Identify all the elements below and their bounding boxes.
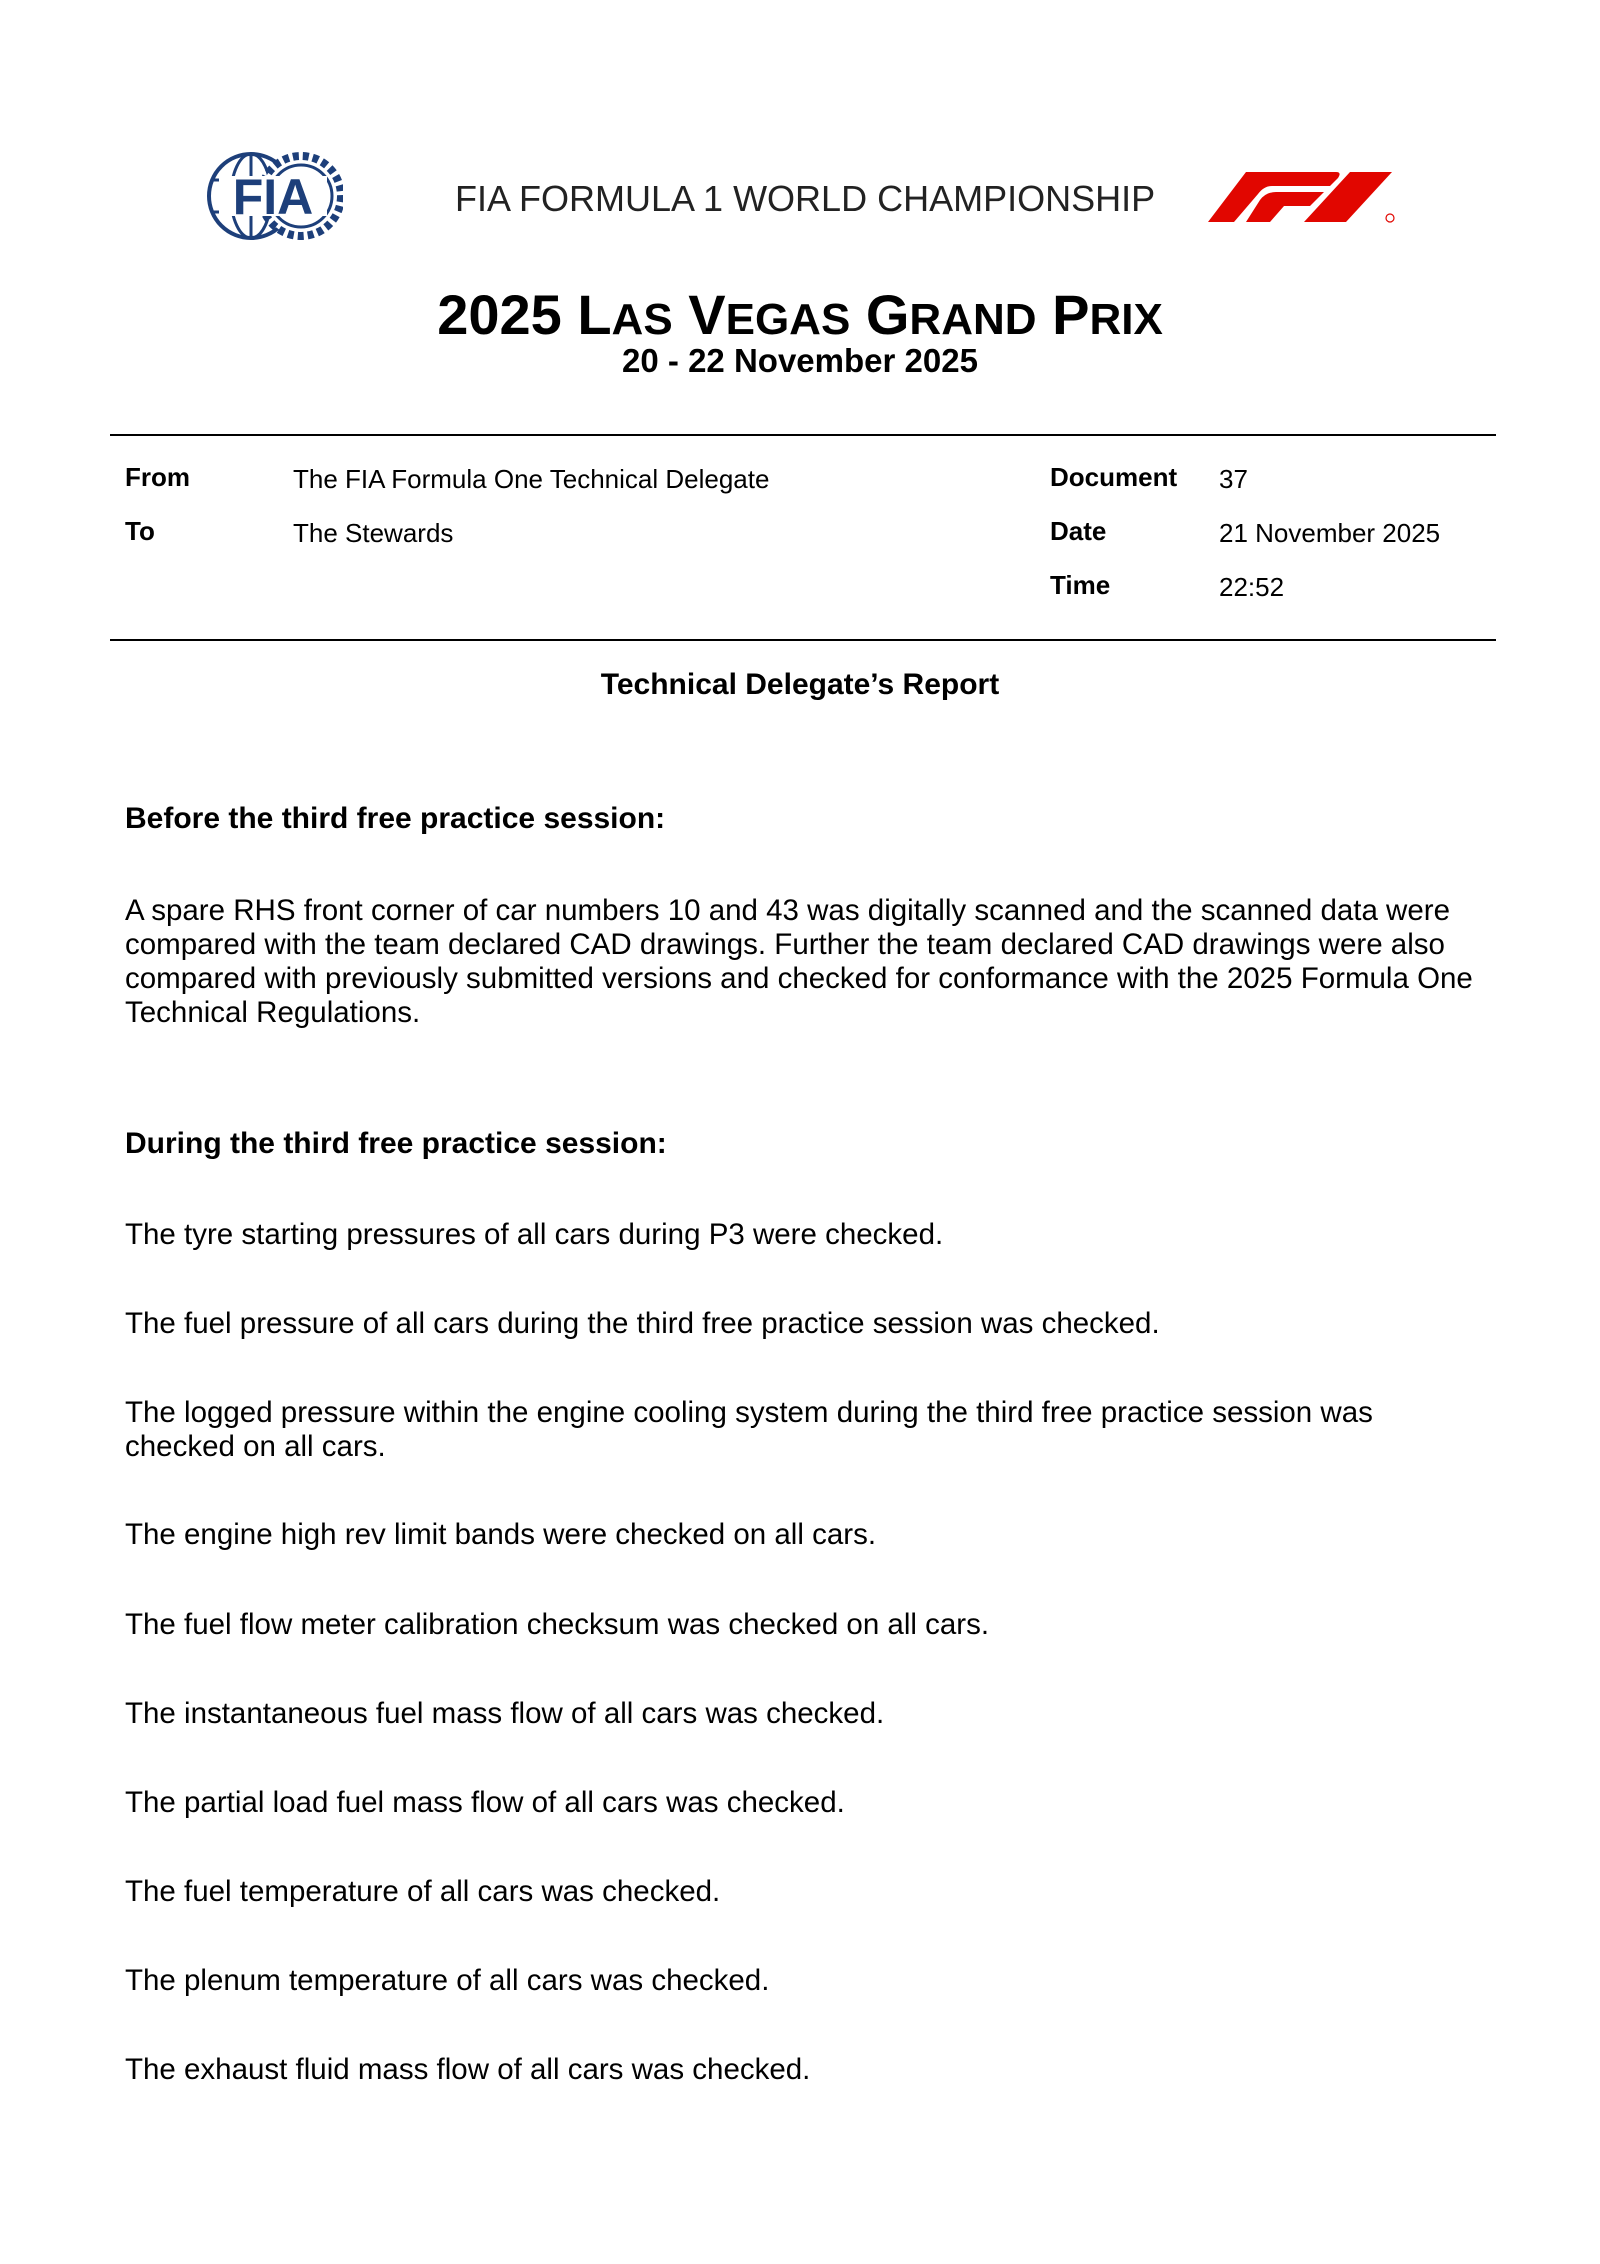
document-value: 37	[1219, 464, 1248, 494]
event-year: 2025	[437, 283, 562, 346]
fia-logo-text: FIA	[232, 169, 314, 225]
from-value: The FIA Formula One Technical Delegate	[293, 464, 770, 494]
fia-logo	[205, 150, 343, 242]
event-dates: 20 - 22 November 2025	[622, 342, 978, 379]
f1-logo	[1206, 170, 1402, 224]
to-label: To	[125, 516, 155, 546]
header-divider-bottom	[110, 639, 1496, 641]
paragraph: The logged pressure within the engine cooling system during the third free practice session was checked on all cars.	[125, 1396, 1373, 1463]
report-title: Technical Delegate’s Report	[600, 668, 1000, 701]
section-heading: During the third free practice session:	[125, 1127, 667, 1160]
section-heading: Before the third free practice session:	[125, 802, 666, 835]
event-name-word: VEGAS	[688, 283, 851, 346]
paragraph: The instantaneous fuel mass flow of all cars was checked.	[125, 1697, 885, 1730]
paragraph: A spare RHS front corner of car numbers 10 and 43 was digitally scanned and the scanned data were compared with the team declared CAD drawings. Further the team declared CAD drawings were also compared with previously submitted versions and checked for conformance with the 2025 Formula One Technical Regulations.	[125, 894, 1473, 1029]
paragraph: The engine high rev limit bands were checked on all cars.	[125, 1518, 877, 1551]
paragraph: The tyre starting pressures of all cars during P3 were checked.	[125, 1218, 944, 1251]
paragraph: The fuel temperature of all cars was checked.	[125, 1875, 721, 1908]
championship-title: FIA FORMULA 1 WORLD CHAMPIONSHIP	[455, 178, 1156, 219]
paragraph: The plenum temperature of all cars was checked.	[125, 1964, 770, 1997]
date-label: Date	[1050, 516, 1107, 546]
paragraph: The partial load fuel mass flow of all cars was checked.	[125, 1786, 845, 1819]
time-label: Time	[1050, 570, 1111, 600]
event-name-word: GRAND	[865, 283, 1037, 346]
date-value: 21 November 2025	[1219, 518, 1441, 548]
from-label: From	[125, 462, 190, 492]
paragraph: The fuel pressure of all cars during the third free practice session was checked.	[125, 1307, 1160, 1340]
time-value: 22:52	[1219, 572, 1285, 602]
paragraph: The fuel flow meter calibration checksum was checked on all cars.	[125, 1608, 990, 1641]
paragraph: The exhaust fluid mass flow of all cars was checked.	[125, 2053, 811, 2086]
event-name-word: LAS	[577, 283, 673, 346]
event-name-word: PRIX	[1052, 283, 1163, 346]
header-divider-top	[110, 434, 1496, 436]
document-label: Document	[1050, 462, 1178, 492]
to-value: The Stewards	[293, 518, 454, 548]
event-title	[0, 282, 1600, 347]
